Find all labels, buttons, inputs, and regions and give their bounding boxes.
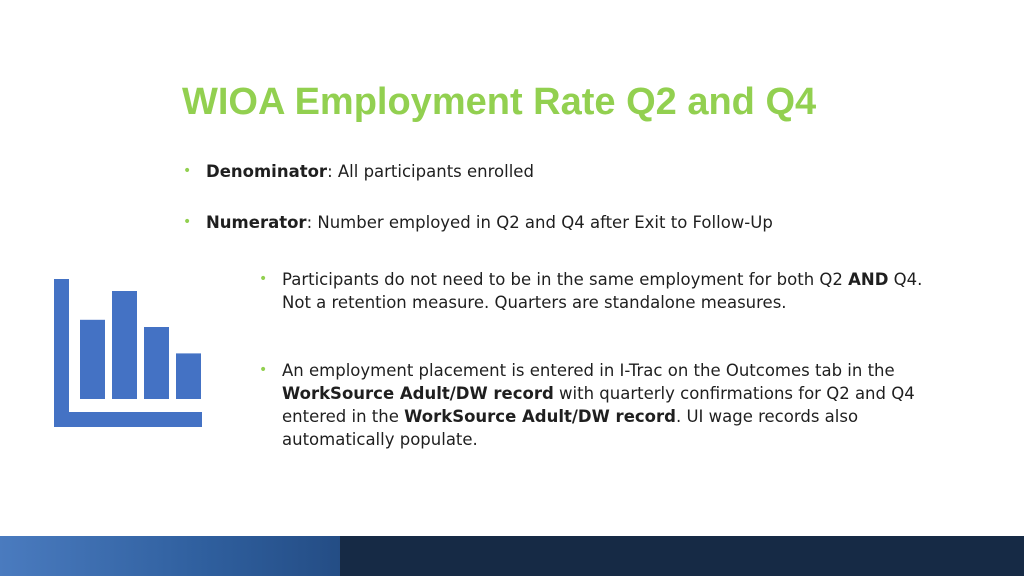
footer-accent-left	[0, 536, 340, 576]
chart-icon-bar	[112, 291, 137, 399]
chart-icon-bar	[80, 320, 105, 399]
bar-chart-icon	[54, 279, 202, 427]
bullet-dot-icon: •	[259, 362, 268, 378]
footer-accent-right	[340, 536, 1024, 576]
sub-bullet-text: Q4. Not a retention measure. Quarters are standalone measures.	[282, 270, 923, 312]
bullet-term: Denominator	[206, 162, 328, 181]
sub-bullet-placement	[259, 359, 942, 451]
chart-icon-bar	[176, 353, 201, 399]
sub-bullet-bold: AND	[848, 270, 889, 289]
sub-bullet-text: . UI wage records also automatically populate.	[282, 407, 859, 449]
bullet-text: : Number employed in Q2 and Q4 after Exit to Follow-Up	[306, 213, 773, 232]
bullet-numerator	[183, 211, 906, 234]
sub-bullet-text: Participants do not need to be in the same employment for both Q2	[282, 270, 849, 289]
sub-bullet-text: An employment placement is entered in I-Trac on the Outcomes tab in the	[282, 361, 895, 380]
bullet-term: Numerator	[206, 213, 307, 232]
bullet-dot-icon: •	[183, 163, 192, 179]
chart-icon-bar	[144, 327, 169, 399]
chart-axis-horizontal	[54, 412, 202, 427]
bullet-dot-icon: •	[183, 214, 192, 230]
chart-axis-vertical	[54, 279, 69, 427]
bullet-dot-icon: •	[259, 271, 268, 287]
footer-bar	[0, 536, 1024, 576]
slide-title: WIOA Employment Rate Q2 and Q4	[182, 81, 817, 123]
sub-bullet-bold: WorkSource Adult/DW record	[404, 407, 676, 426]
sub-bullet-bold: WorkSource Adult/DW record	[282, 384, 554, 403]
sub-bullet-standalone	[259, 268, 942, 314]
sub-bullet-text: with quarterly confirmations for Q2 and Q4 entered in the	[282, 384, 915, 426]
bullet-text: : All participants enrolled	[327, 162, 534, 181]
bullet-denominator	[183, 160, 906, 183]
